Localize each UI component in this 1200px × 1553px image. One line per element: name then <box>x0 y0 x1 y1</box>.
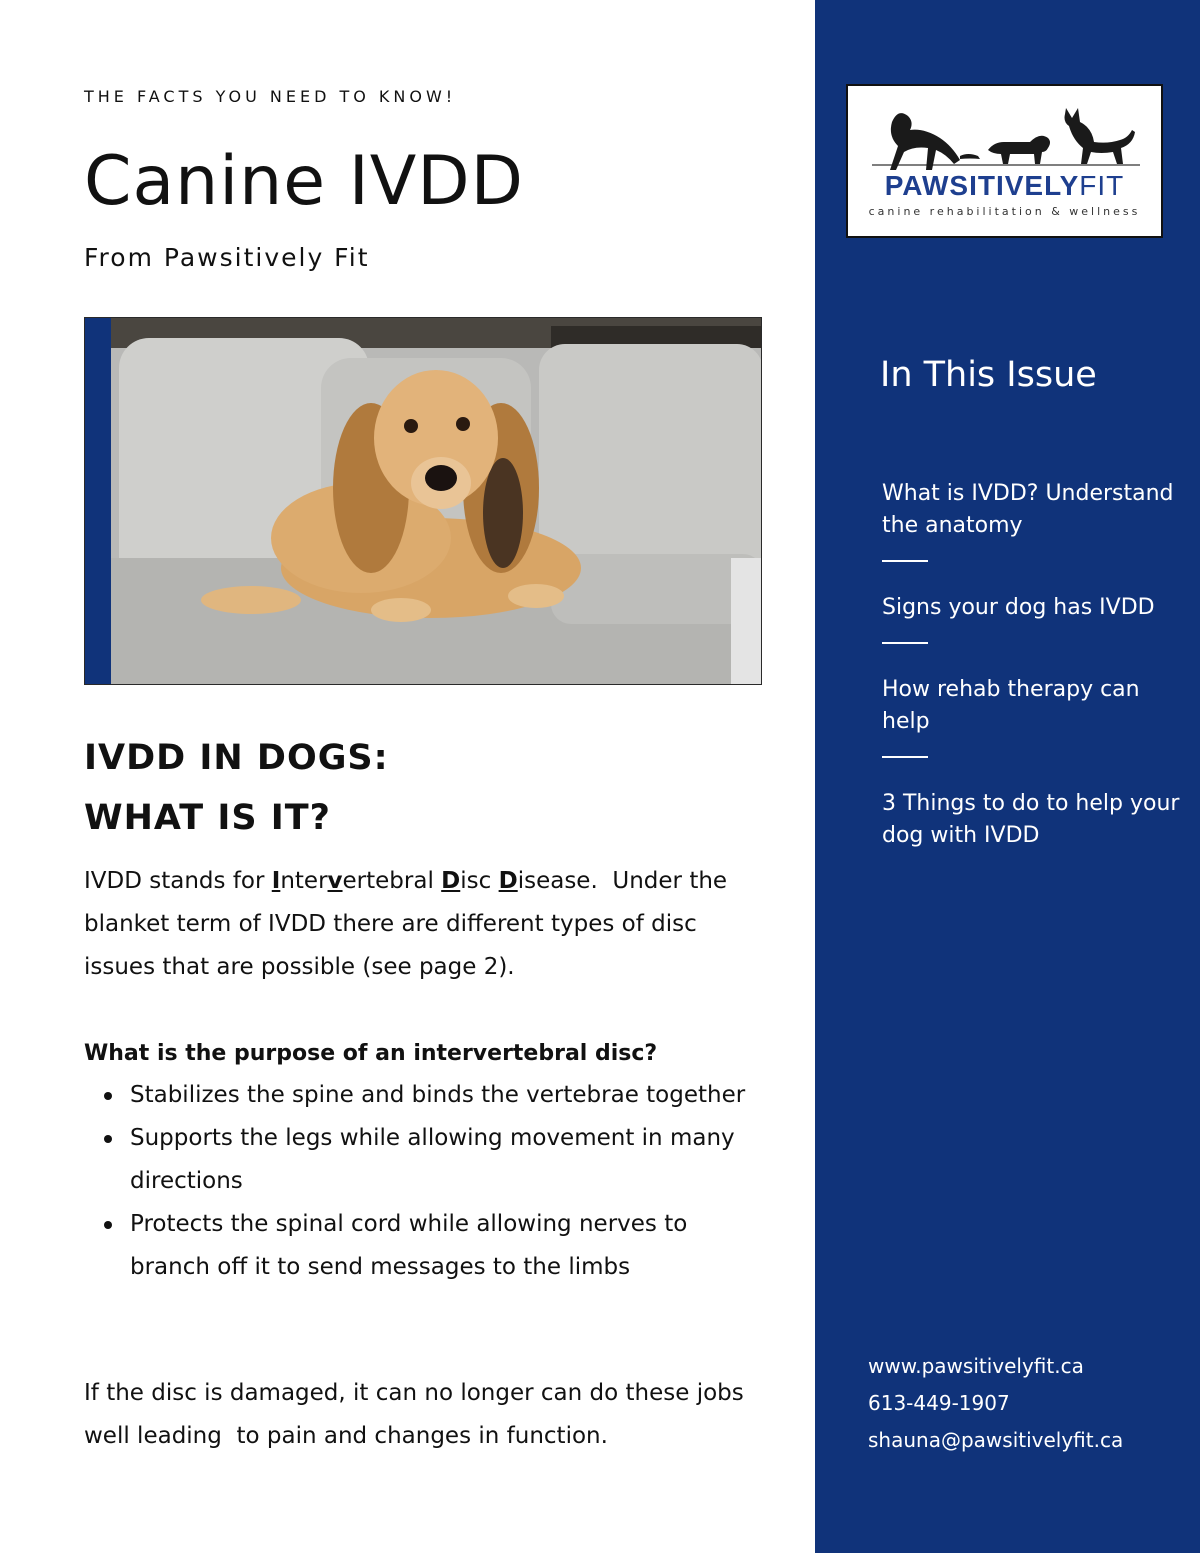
toc-item-signs: Signs your dog has IVDD <box>882 595 1155 620</box>
sidebar <box>815 0 1200 1553</box>
closing-paragraph: If the disc is damaged, it can no longer can do these jobs well leading to pain and changes in function. <box>84 1380 752 1449</box>
section-heading <box>84 728 389 848</box>
section-heading-line1: IVDD IN DOGS: <box>84 738 389 778</box>
page-subtitle: From Pawsitively Fit <box>84 243 370 272</box>
logo-wordmark <box>848 170 1161 202</box>
email-link[interactable]: shauna@pawsitivelyfit.ca <box>868 1428 1124 1452</box>
toc-item-what-is-ivdd: What is IVDD? Understand the anatomy <box>882 481 1174 538</box>
website-link[interactable]: www.pawsitivelyfit.ca <box>868 1354 1084 1378</box>
toc-divider <box>882 560 928 562</box>
dog-on-couch-photo-icon <box>111 318 762 685</box>
contact-info <box>868 1348 1123 1459</box>
phone-number[interactable]: 613-449-1907 <box>868 1391 1010 1415</box>
intro-initial-d1: D <box>441 868 461 894</box>
section-heading-line2: WHAT IS IT? <box>84 798 331 838</box>
purpose-list <box>84 1074 774 1289</box>
list-item: Supports the legs while allowing movement in many directions <box>84 1117 774 1203</box>
logo-name-bold: PAWSITIVELY <box>884 170 1080 201</box>
intro-prefix: IVDD stands for <box>84 868 272 894</box>
intro-suffix: Under the blanket term of IVDD there are different types of disc issues that are possible (see page 2). <box>84 868 735 980</box>
intro-initial-d2: D <box>498 868 518 894</box>
hero-photo <box>84 317 762 685</box>
intro-word1b-rest: ertebral <box>342 868 442 894</box>
toc-item-rehab: How rehab therapy can help <box>882 677 1140 734</box>
three-dogs-silhouette-logo-icon <box>870 100 1142 170</box>
list-item: Stabilizes the spine and binds the vertebrae together <box>84 1074 774 1117</box>
intro-initial-i: I <box>271 868 281 894</box>
intro-paragraph <box>84 860 774 989</box>
list-item: Protects the spinal cord while allowing nerves to branch off it to send messages to the limbs <box>84 1203 774 1289</box>
photo-accent-bar <box>85 318 111 684</box>
toc-divider <box>882 756 928 758</box>
purpose-question: What is the purpose of an intervertebral disc? <box>84 1041 658 1066</box>
intro-word2-rest: isc <box>460 868 499 894</box>
eyebrow-text: THE FACTS YOU NEED TO KNOW! <box>84 87 457 106</box>
intro-initial-v: v <box>327 868 343 894</box>
page-title: Canine IVDD <box>84 142 524 221</box>
logo-name-light: FIT <box>1079 170 1125 201</box>
toc-divider <box>882 642 928 644</box>
issue-toc <box>882 478 1182 852</box>
intro-word1-rest: nter <box>280 868 328 894</box>
logo <box>846 84 1163 238</box>
toc-item-three-things: 3 Things to do to help your dog with IVDD <box>882 791 1180 848</box>
logo-tagline: canine rehabilitation & wellness <box>868 205 1141 218</box>
issue-title: In This Issue <box>880 355 1097 395</box>
intro-word3-rest: isease. <box>517 868 598 894</box>
